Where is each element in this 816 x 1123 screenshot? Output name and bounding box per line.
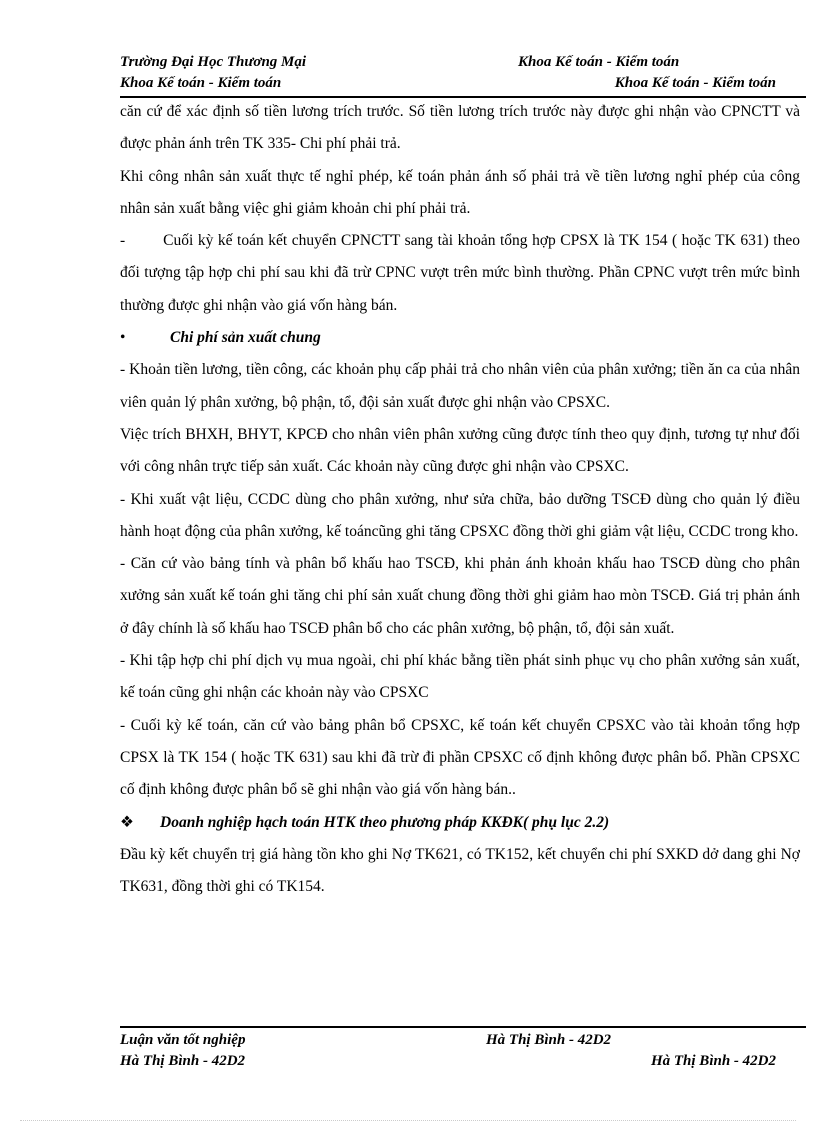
paragraph: Việc trích BHXH, BHYT, KPCĐ cho nhân viên phân xưởng cũng được tính theo quy định, tương tự như đối với công nhân trực tiếp sản xuất. Các khoản này cũng được ghi nhận vào CPSXC. [120,425,800,476]
header-faculty: Khoa Kế toán - Kiểm toán [518,54,680,70]
footer-author: Hà Thị Bình - 42D2 [486,1032,612,1048]
dash-marker: - [120,232,126,250]
paragraph: Đầu kỳ kết chuyển trị giá hàng tồn kho ghi Nợ TK621, có TK152, kết chuyển chi phí SXKD dở dang ghi Nợ TK631, đồng thời ghi có TK154. [120,845,800,896]
footer-thesis: Luận văn tốt nghiệp [120,1032,246,1048]
paragraph: - Cuối kỳ kế toán kết chuyển CPNCTT sang tài khoản tổng hợp CPSX là TK 154 ( hoặc TK 631) theo đối tượng tập hợp chi phí sau khi đã trừ CPNC vượt trên mức bình thường. Phần CPNC vượt trên mức bình thường được ghi nhận vào giá vốn hàng bán. [120,232,800,314]
section-heading: • Chi phí sản xuất chung [120,322,800,354]
page-footer-line2 [120,1053,806,1073]
paragraph: căn cứ để xác định số tiền lương trích trước. Số tiền lương trích trước này được ghi nhận vào CPNCTT và được phản ánh trên TK 335- Chi phí phải trả. [120,103,800,153]
paragraph: - Khoản tiền lương, tiền công, các khoản phụ cấp phải trả cho nhân viên của phân xưởng; tiền ăn ca của nhân viên quản lý phân xưởng, bộ phận, tổ, đội sản xuất được ghi nhận vào CPSXC. [120,361,800,411]
paragraph: - Cuối kỳ kế toán, căn cứ vào bảng phân bổ CPSXC, kế toán kết chuyển CPSXC vào tài khoản tổng hợp CPSX là TK 154 ( hoặc TK 631) sau khi đã trừ đi phần CPSXC cố định không được phân bổ. Phần CPSXC cố định không được phân bổ sẽ ghi nhận vào giá vốn hàng bán.. [120,716,800,799]
paragraph: - Căn cứ vào bảng tính và phân bổ khấu hao TSCĐ, khi phản ánh khoản khấu hao TSCĐ dùng cho phân xưởng sản xuất kế toán ghi tăng chi phí sản xuất chung đồng thời ghi giảm hao mòn TSCĐ. Giá trị phản ánh ở đây chính là số khấu hao TSCĐ phân bổ cho các phân xưởng, bộ phận, tổ, đội sản xuất. [120,555,800,637]
page-bottom-border [20,1120,796,1121]
footer-author-right: Hà Thị Bình - 42D2 [650,1053,776,1069]
page-header [120,54,806,74]
paragraph: - Khi tập hợp chi phí dịch vụ mua ngoài, chi phí khác bằng tiền phát sinh phục vụ cho phân xưởng sản xuất, kế toán cũng ghi nhận các khoản này vào CPSXC [120,652,800,702]
footer-rule [120,1026,806,1028]
page-header-line2 [120,75,806,95]
paragraph: Khi công nhân sản xuất thực tế nghỉ phép, kế toán phản ánh số phải trả về tiền lương nghỉ phép của công nhân sản xuất bằng việc ghi giảm khoản chi phí phải trả. [120,167,800,217]
page-footer [120,1032,806,1052]
document-body [120,96,800,903]
paragraph: - Khi xuất vật liệu, CCDC dùng cho phân xưởng, như sửa chữa, bảo dưỡng TSCĐ dùng cho quản lý điều hành hoạt động của phân xưởng, kế toáncũng ghi tăng CPSXC đồng thời ghi giảm vật liệu, CCDC trong kho. [120,490,800,540]
diamond-bullet-icon: ❖ [120,813,134,831]
header-school: Trường Đại Học Thương Mại [120,54,307,70]
section-heading: ❖ Doanh nghiệp hạch toán HTK theo phương pháp KKĐK( phụ lục 2.2) [120,807,800,839]
header-faculty-right: Khoa Kế toán - Kiểm toán [614,75,776,91]
header-faculty-left: Khoa Kế toán - Kiểm toán [120,75,282,91]
footer-author-left: Hà Thị Bình - 42D2 [120,1053,246,1069]
bullet-icon: • [120,329,126,347]
